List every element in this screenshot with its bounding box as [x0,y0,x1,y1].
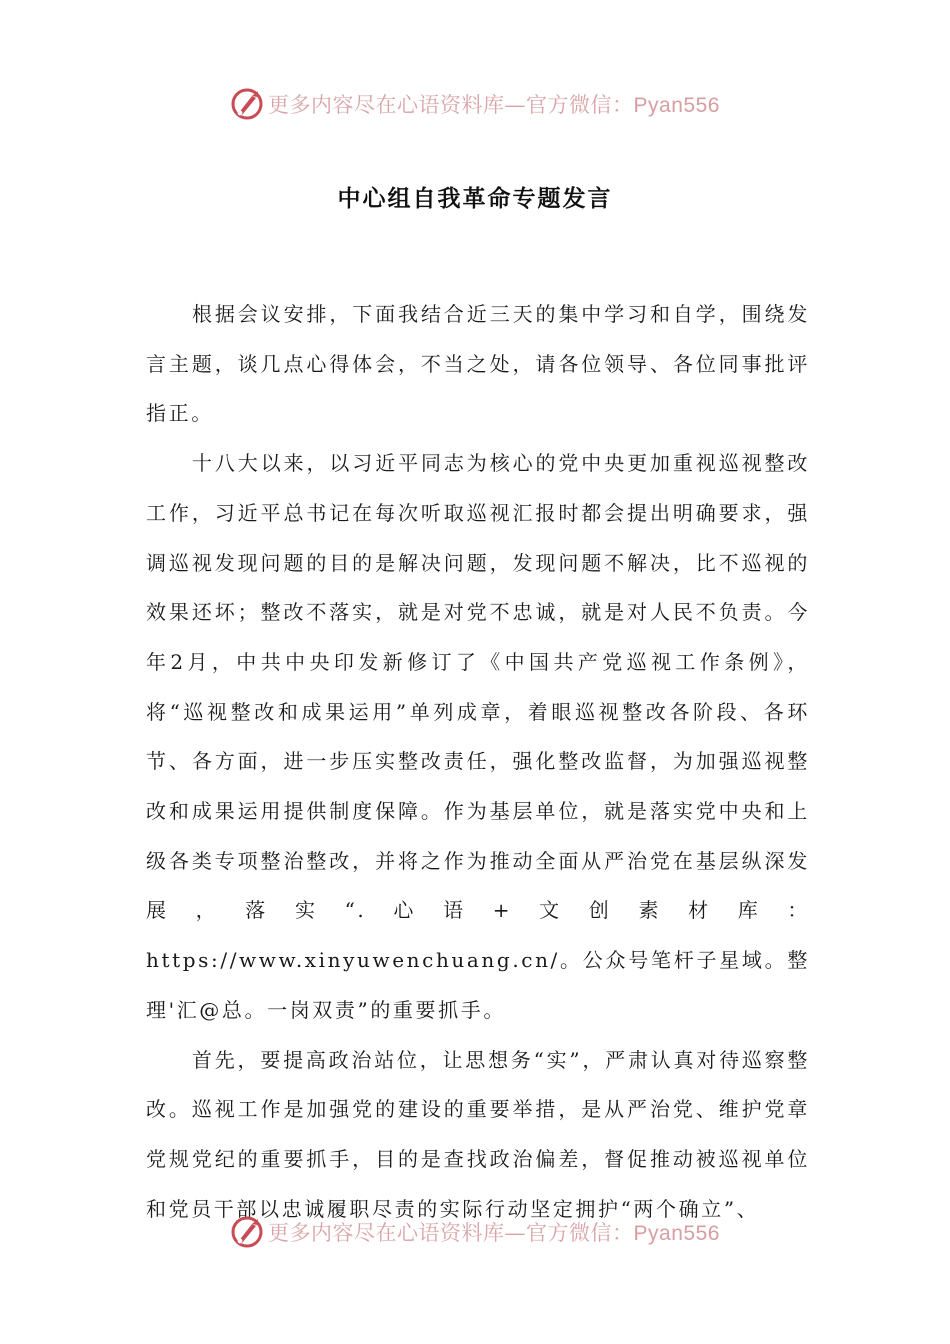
footer-watermark-banner [0,1212,950,1252]
paragraph-2: 十八大以来，以习近平同志为核心的党中央更加重视巡视整改工作，习近平总书记在每次听取巡视汇报时都会提出明确要求，强调巡视发现问题的目的是解决问题，发现问题不解决，比不巡视的效果还坏；整改不落实，就是对党不忠诚，就是对人民不负责。今年2月，中共中央印发新修订了《中国共产党巡视工作条例》，将“巡视整改和成果运用”单列成章，着眼巡视整改各阶段、各环节、各方面，进一步压实整改责任，强化整改监督，为加强巡视整改和成果运用提供制度保障。作为基层单位，就是落实党中央和上级各类专项整治整改，并将之作为推动全面从严治党在基层纵深发展，落实“.心语+文创素材库：https://www.xinyuwenchuang.cn/。公众号笔杆子星域。整理'汇@总。一岗双责”的重要抓手。 [146,451,810,1022]
header-watermark-banner [0,84,950,124]
banner-text: 更多内容尽在心语资料库—官方微信：Pyan556 [268,1221,720,1245]
paragraph-1: 根据会议安排，下面我结合近三天的集中学习和自学，围绕发言主题，谈几点心得体会，不当之处，请各位领导、各位同事批评指正。 [146,302,810,426]
wechat-handle: Pyan556 [633,94,720,117]
document-body [146,290,810,1234]
paragraph-3: 首先，要提高政治站位，让思想务“实”，严肃认真对待巡察整改。巡视工作是加强党的建设的重要举措，是从严治党、维护党章党规党纪的重要抓手，目的是查找政治偏差，督促推动被巡视单位和党员干部以忠诚履职尽责的实际行动坚定拥护“两个确立”、 [146,1047,810,1221]
page-title: 中心组自我革命专题发言 [337,186,613,212]
quill-logo-icon [230,1215,264,1249]
wechat-handle: Pyan556 [633,1222,720,1245]
quill-logo-icon [230,87,264,121]
banner-text: 更多内容尽在心语资料库—官方微信：Pyan556 [268,93,720,117]
